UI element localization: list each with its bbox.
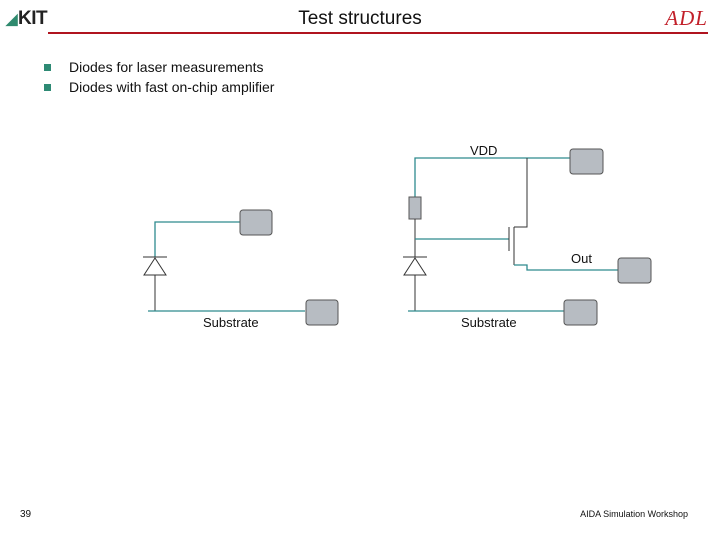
transistor-drain (514, 158, 527, 227)
bullet-text: Diodes with fast on-chip amplifier (69, 79, 275, 95)
out-label: Out (571, 251, 592, 266)
wire-top-left (155, 222, 240, 257)
substrate-label: Substrate (461, 315, 517, 330)
vdd-label: VDD (470, 143, 498, 158)
bond-pad (618, 258, 651, 283)
substrate-label: Substrate (203, 315, 259, 330)
diode-triangle (144, 258, 166, 275)
left-circuit (143, 210, 338, 330)
diode-triangle (404, 258, 426, 275)
vdd-rail (415, 158, 570, 197)
bond-pad (306, 300, 338, 325)
bond-pad (564, 300, 597, 325)
bond-pad (570, 149, 603, 174)
transistor-source (514, 265, 618, 270)
footer-event: AIDA Simulation Workshop (580, 509, 688, 519)
kit-logo-swirl-icon: ◢ (6, 11, 18, 28)
kit-logo-text: KIT (18, 8, 48, 29)
adl-logo: ADL (665, 6, 708, 30)
resistor (409, 197, 421, 219)
bullet-text: Diodes for laser measurements (69, 59, 264, 75)
slide-title: Test structures (298, 8, 422, 29)
slide-number: 39 (20, 509, 32, 520)
right-circuit (403, 143, 651, 330)
bond-pad (240, 210, 272, 235)
